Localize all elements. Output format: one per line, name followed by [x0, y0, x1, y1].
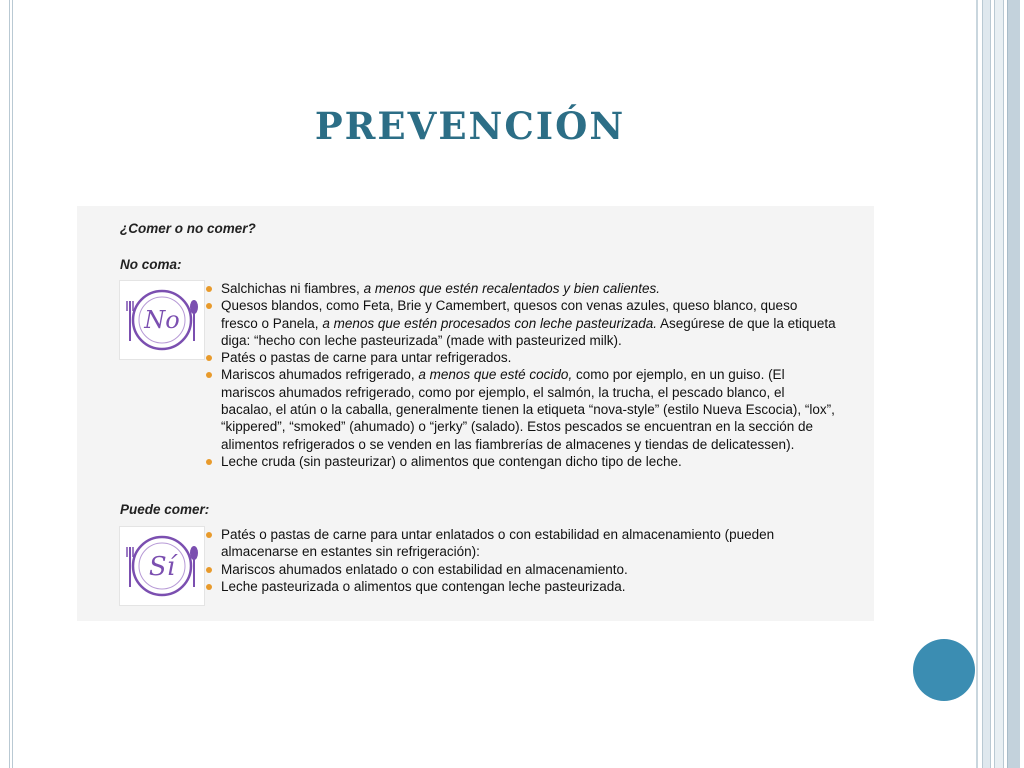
- content-heading: ¿Comer o no comer?: [120, 221, 256, 236]
- decorative-circle: [913, 639, 975, 701]
- content-image: [77, 206, 874, 621]
- list-item: Leche cruda (sin pasteurizar) o alimentos que contengan dicho tipo de leche.: [204, 453, 836, 470]
- list-item: Mariscos ahumados enlatado o con estabilidad en almacenamiento.: [204, 561, 836, 578]
- list-item: Mariscos ahumados refrigerado, a menos que esté cocido, como por ejemplo, en un guiso. (El mariscos ahumados refrigerado, como por ejemplo, el salmón, la trucha, el pescado blanco, el bacalao, el atún o la caballa, generalmente tienen la etiqueta “nova-style” (estilo Nueva Escocia), “lox”, “kippered”, “smoked” (ahumado) o “jerky” (salado). Estos pescados se encuentran en la sección de alimentos refrigerados o se venden en las fiambrerías de almacenes y tiendas de delicatessen).: [204, 366, 836, 452]
- puede-comer-label: Puede comer:: [120, 502, 210, 517]
- si-plate-text: Sí: [148, 552, 176, 582]
- puede-comer-list: [204, 526, 836, 595]
- no-plate-icon: [119, 280, 205, 360]
- list-item: Patés o pastas de carne para untar refrigerados.: [204, 349, 836, 366]
- list-item: Salchichas ni fiambres, a menos que estén recalentados y bien calientes.: [204, 280, 836, 297]
- no-plate-text: No: [144, 306, 180, 334]
- slide-frame-right: [976, 0, 1024, 768]
- list-item: Leche pasteurizada o alimentos que contengan leche pasteurizada.: [204, 578, 836, 595]
- no-coma-list: [204, 280, 836, 470]
- list-item: Patés o pastas de carne para untar enlatados o con estabilidad en almacenamiento (pueden almacenarse en estantes sin refrigeración):: [204, 526, 836, 561]
- list-item: Quesos blandos, como Feta, Brie y Camembert, quesos con venas azules, queso blanco, queso fresco o Panela, a menos que estén procesados con leche pasteurizada. Asegúrese de que la etiqueta diga: “hecho con leche pasteurizada” (made with pasteurized milk).: [204, 297, 836, 349]
- si-plate-icon: [119, 526, 205, 606]
- no-coma-label: No coma:: [120, 257, 182, 272]
- slide-title: PREVENCIÓN: [314, 104, 626, 148]
